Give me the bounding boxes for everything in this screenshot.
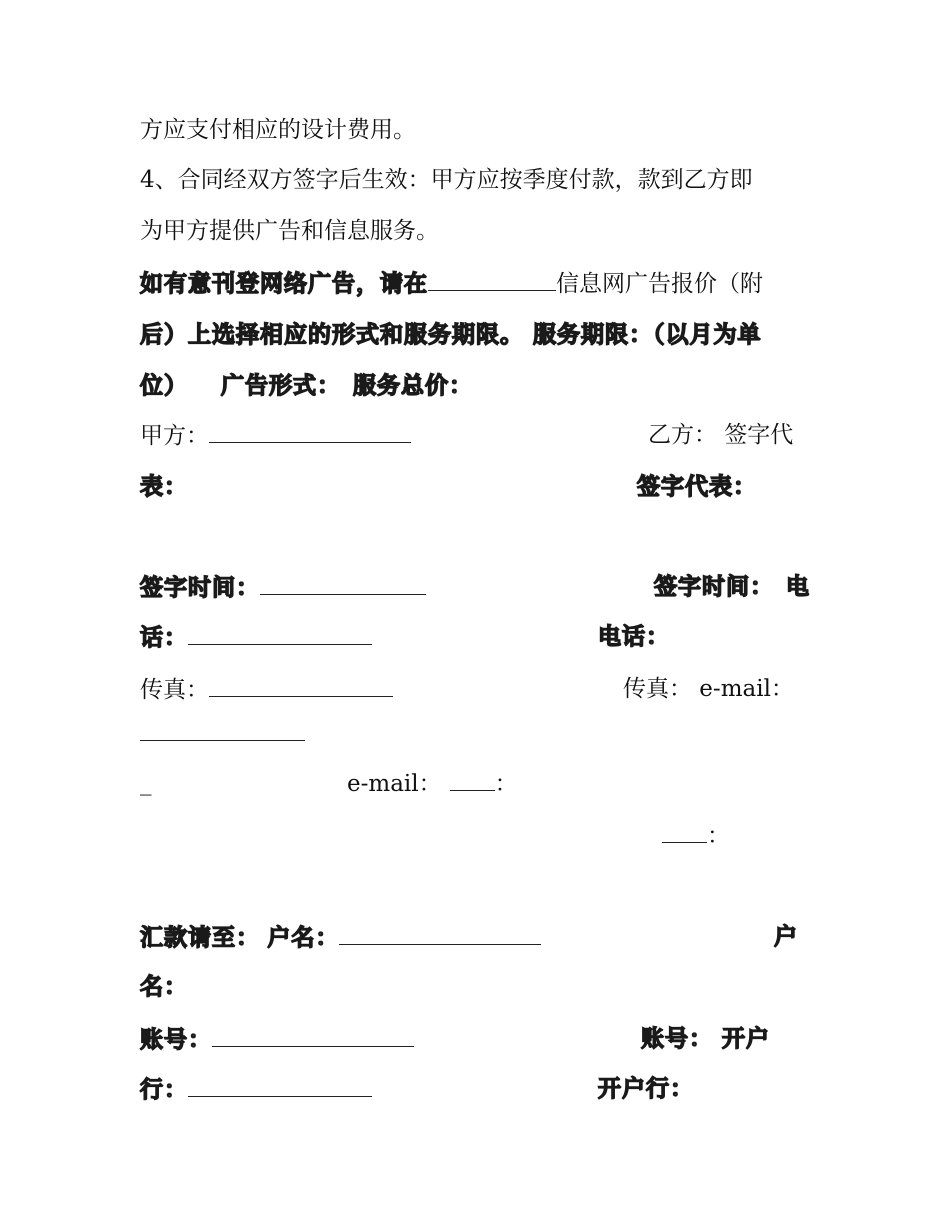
remit-label: 汇款请至： — [140, 925, 260, 951]
email-b-blank — [662, 820, 730, 851]
party-a-field — [140, 420, 411, 451]
bank-a-label: 行： — [140, 1077, 188, 1103]
bank-b-label: 开户行： — [598, 1076, 694, 1102]
ad-form-label: 广告形式： — [221, 373, 341, 399]
bank-a-field — [140, 1074, 372, 1105]
dian-char: 电 — [786, 574, 810, 600]
email-label: e-mail： — [347, 771, 442, 797]
rep-b-label: 签字代表： — [637, 474, 757, 500]
blank-line — [450, 768, 495, 791]
blank-line — [339, 922, 541, 945]
ming-label: 名： — [140, 974, 188, 1000]
account-no-a-field — [140, 1024, 414, 1055]
account-no-a-label: 账号： — [140, 1027, 212, 1053]
email-blank — [140, 718, 305, 749]
blank-line — [209, 420, 411, 443]
paragraph-line: 为甲方提供广告和信息服务。 — [140, 218, 439, 244]
blank-line — [188, 1074, 372, 1097]
paragraph-line: 方应支付相应的设计费用。 — [140, 117, 416, 143]
rep-a-label: 表： — [140, 474, 188, 500]
colon-text: ： — [707, 823, 730, 849]
ad-notice-line: 后）上选择相应的形式和服务期限。 服务期限：（以月为单 — [140, 322, 762, 348]
email-field — [347, 768, 518, 799]
sign-time-a-label: 签字时间： — [140, 575, 260, 601]
service-term-label: 位） — [140, 373, 188, 399]
plain-text: 信息网广告报价（附 — [556, 271, 763, 297]
party-a-label: 甲方： — [140, 423, 209, 449]
underscore-char: _ — [140, 770, 152, 796]
phone-a-label: 话： — [140, 625, 188, 651]
remittance-field — [140, 922, 541, 953]
account-no-b-label: 账号： 开户 — [641, 1026, 771, 1052]
colon-text: ： — [494, 771, 518, 797]
sign-time-b-label: 签字时间： — [654, 574, 774, 600]
party-b-label: 乙方： 签字代 — [648, 422, 794, 448]
total-price-label: 服务总价： — [353, 373, 473, 399]
blank-line — [140, 718, 305, 741]
blank-line — [212, 1024, 414, 1047]
fax-a-field — [140, 674, 393, 705]
sign-time-a-field — [140, 572, 426, 603]
phone-b-label: 电话： — [598, 624, 670, 650]
account-name-label: 户名： — [267, 925, 340, 951]
paragraph-line: 4、合同经双方签字后生效：甲方应按季度付款，款到乙方即 — [140, 167, 753, 193]
fax-a-label: 传真： — [140, 677, 209, 703]
blank-line — [662, 820, 707, 843]
blank-line — [260, 572, 426, 595]
phone-a-field — [140, 622, 372, 653]
blank-line — [188, 622, 372, 645]
ad-notice-line — [140, 268, 763, 299]
hollow-text: 如有意刊登网络广告，请在 — [140, 271, 428, 297]
blank-line — [428, 268, 556, 291]
blank-line — [209, 674, 393, 697]
fax-b-label: 传真： e-mail： — [623, 676, 794, 702]
hu-char: 户 — [774, 924, 798, 950]
